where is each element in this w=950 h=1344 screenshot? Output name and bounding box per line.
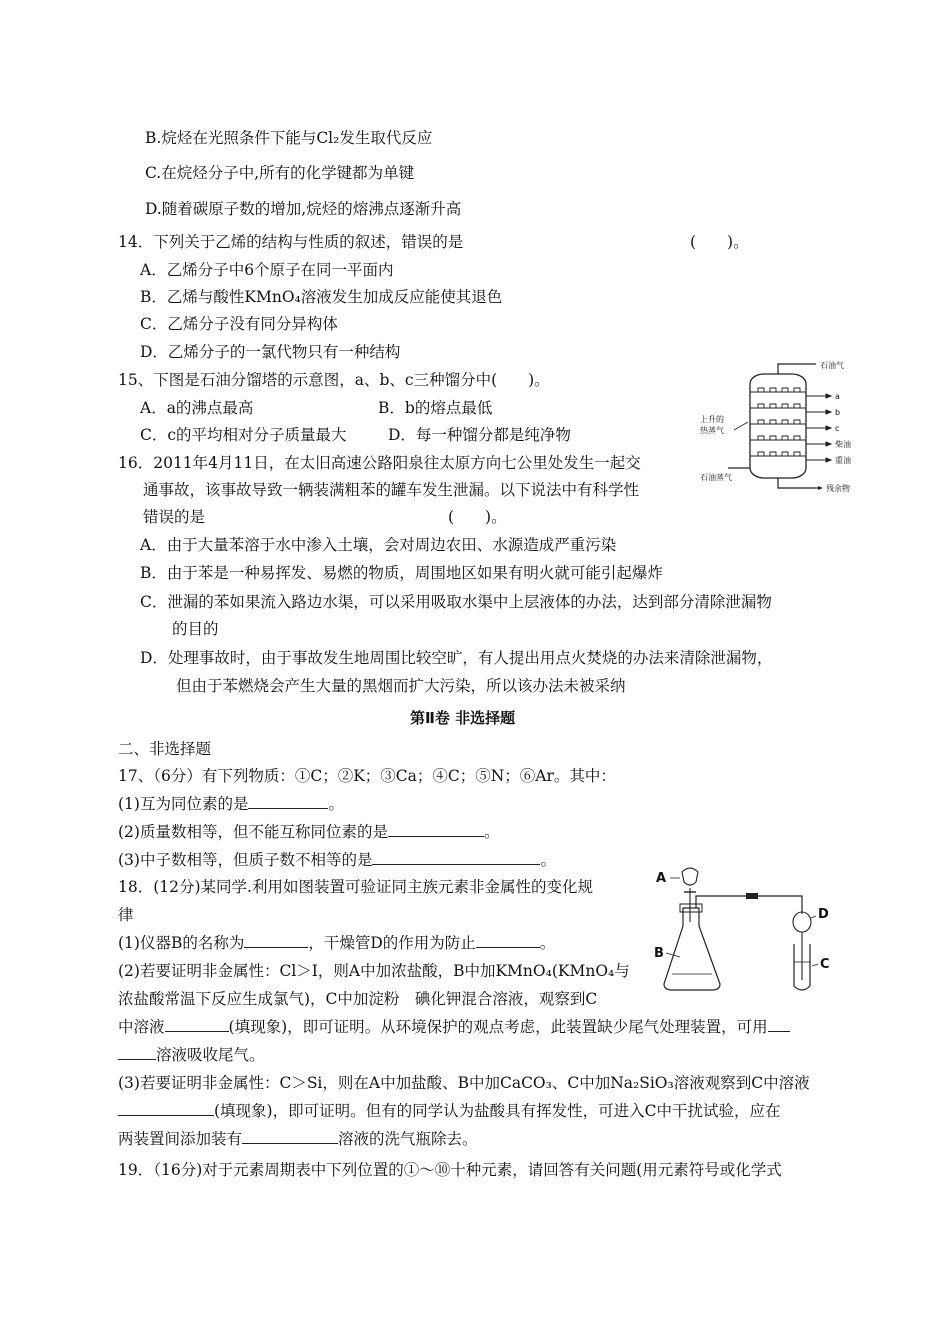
fraction-heavy-oil-label: 重油 xyxy=(835,456,851,465)
section-title: 第Ⅱ卷 非选择题 xyxy=(410,709,516,727)
q17-part-3 xyxy=(118,850,556,870)
q18-stem-line-2: 律 xyxy=(118,906,134,924)
q17-part-3-blank[interactable] xyxy=(372,850,540,865)
q18-part-1-text-b: ，干燥管D的作用为防止 xyxy=(308,934,476,952)
q16-stem-line-2: 通事故，该事故导致一辆装满粗苯的罐车发生泄漏。以下说法中有科学性 xyxy=(143,481,640,499)
q17-stem: 17、（6分）有下列物质：①C；②K；③Ca；④C；⑤N；⑥Ar。其中： xyxy=(118,767,616,785)
apparatus-diagram xyxy=(650,862,850,1000)
label-c-pointer xyxy=(812,964,818,966)
q16-option-b: B．由于苯是一种易挥发、易燃的物质，周围地区如果有明火就可能引起爆炸 xyxy=(140,564,663,582)
q17-part-2-blank[interactable] xyxy=(388,822,484,837)
bottom-outlet-pipe xyxy=(778,478,818,488)
q15-stem: 15、下图是石油分馏塔的示意图，a、b、c三种馏分中( )。 xyxy=(118,371,550,389)
q19-stem: 19．（16分)对于元素周期表中下列位置的①～⑩十种元素，请回答有关问题(用元素符号或化学式 xyxy=(118,1161,782,1179)
rising-vapor-label-2: 热蒸气 xyxy=(700,426,724,435)
q18-part-3-text-d: 溶液的洗气瓶除去。 xyxy=(338,1130,478,1148)
q18-part-2-blank-1[interactable] xyxy=(165,1017,229,1032)
q16-answer-paren: ( )。 xyxy=(448,508,507,526)
bottom-outlet-label: 残余物 xyxy=(826,484,850,493)
q16-option-d-line-2: 但由于苯燃烧会产生大量的黑烟而扩大污染，所以该办法未被采纳 xyxy=(176,677,626,695)
fraction-c-label: c xyxy=(835,424,840,433)
label-d: D xyxy=(818,907,829,922)
section-subtitle: 二、非选择题 xyxy=(118,740,212,758)
q14-option-a: A．乙烯分子中6个原子在同一平面内 xyxy=(140,261,394,279)
fraction-b-label: b xyxy=(835,408,841,417)
q18-part-2-line-4 xyxy=(118,1045,265,1065)
side-outlets xyxy=(806,394,831,462)
q16-option-c-line-1: C．泄漏的苯如果流入路边水渠，可以采用吸取水渠中上层液体的办法，达到部分清除泄漏物 xyxy=(140,593,772,611)
q15-option-d: D．每一种馏分都是纯净物 xyxy=(388,426,571,444)
q18-part-2-blank-2-cont[interactable] xyxy=(118,1045,156,1060)
label-d-pointer xyxy=(811,916,816,918)
q18-part-1-blank-1[interactable] xyxy=(244,933,308,948)
q13-option-d: D.随着碳原子数的增加,烷烃的熔沸点逐渐升高 xyxy=(145,200,462,218)
q14-answer-paren: ( )。 xyxy=(690,233,749,251)
q18-part-1 xyxy=(118,933,555,953)
q17-part-2-end: 。 xyxy=(483,823,500,841)
q17-part-1-text: (1)互为同位素的是 xyxy=(118,795,249,813)
q18-part-2-text-c: 溶液吸收尾气。 xyxy=(156,1046,265,1064)
q17-part-3-end: 。 xyxy=(540,851,556,869)
q18-part-3-text-b: (填现象)，即可证明。但有的同学认为盐酸具有挥发性，可进入C中干扰试验，应在 xyxy=(214,1102,781,1120)
q18-part-1-text-c: 。 xyxy=(539,934,556,952)
rising-vapor-pointer xyxy=(734,422,748,430)
q18-part-2-line-2: 浓盐酸常温下反应生成氯气)，C中加淀粉 碘化钾混合溶液，观察到C xyxy=(118,990,598,1008)
q16-stem-line-3: 错误的是 xyxy=(143,508,206,526)
q15-option-a: A．a的沸点最高 xyxy=(140,399,254,417)
q18-part-2-blank-2[interactable] xyxy=(768,1017,790,1032)
q18-part-2-line-1: (2)若要证明非金属性：Cl＞I，则A中加浓盐酸，B中加KMnO₄(KMnO₄与 xyxy=(118,962,630,980)
q14-option-c: C．乙烯分子没有同分异构体 xyxy=(140,315,338,333)
q18-stem-line-1: 18．(12分)某同学.利用如图装置可验证同主族元素非金属性的变化规 xyxy=(118,878,593,896)
fraction-a-label: a xyxy=(835,392,840,401)
q16-option-a: A．由于大量苯溶于水中渗入土壤，会对周边农田、水源造成严重污染 xyxy=(140,536,617,554)
inlet-label: 石油蒸气 xyxy=(700,473,732,482)
q15-option-b: B．b的熔点最低 xyxy=(378,399,493,417)
q16-stem-line-1: 16．2011年4月11日，在太旧高速公路阳泉往太原方向七公里处发生一起交 xyxy=(118,454,641,472)
q13-option-b: B.烷烃在光照条件下能与Cl₂发生取代反应 xyxy=(145,129,433,147)
tower-trays xyxy=(750,388,806,456)
fraction-diesel-label: 柴油 xyxy=(835,440,851,449)
label-a: A xyxy=(656,871,667,886)
q14-stem: 14．下列关于乙烯的结构与性质的叙述，错误的是 xyxy=(118,233,464,251)
q17-part-2 xyxy=(118,822,499,842)
q17-part-3-text: (3)中子数相等，但质子数不相等的是 xyxy=(118,851,373,869)
dropping-funnel xyxy=(682,868,698,885)
q18-part-2-text-b: (填现象)，即可证明。从环境保护的观点考虑，此装置缺少尾气处理装置，可用 xyxy=(228,1018,768,1036)
q18-part-1-text-a: (1)仪器B的名称为 xyxy=(118,934,245,952)
q18-part-2-line-3 xyxy=(118,1017,790,1037)
q17-part-1-end: 。 xyxy=(328,795,344,813)
q17-part-1 xyxy=(118,794,344,814)
q14-option-d: D．乙烯分子的一氯代物只有一种结构 xyxy=(140,343,401,361)
q17-part-2-text: (2)质量数相等，但不能互称同位素的是 xyxy=(118,823,388,841)
q18-part-3-line-3 xyxy=(118,1129,478,1149)
fractionating-tower-diagram xyxy=(698,358,898,498)
q18-part-1-blank-2[interactable] xyxy=(476,933,540,948)
q14-option-b: B．乙烯与酸性KMnO₄溶液发生加成反应能使其退色 xyxy=(140,288,503,306)
q18-part-3-line-2 xyxy=(118,1101,780,1121)
q16-option-c-line-2: 的目的 xyxy=(172,620,219,638)
bottom-outlet-arrow xyxy=(818,486,823,490)
drying-tube-bulb xyxy=(793,912,811,932)
q17-part-1-blank[interactable] xyxy=(248,794,328,809)
rubber-connector xyxy=(746,893,758,899)
label-b: B xyxy=(654,946,664,961)
top-outlet-label: 石油气 xyxy=(820,361,844,370)
q18-part-3-line-1: (3)若要证明非金属性：C＞Si，则在A中加盐酸、B中加CaCO₃、C中加Na₂SiO₃溶液观察到C中溶液 xyxy=(118,1074,810,1092)
q18-part-3-blank-1[interactable] xyxy=(118,1101,214,1116)
q18-part-3-blank-2[interactable] xyxy=(242,1129,338,1144)
q13-option-c: C.在烷烃分子中,所有的化学键都为单键 xyxy=(145,164,415,182)
rising-vapor-label-1: 上升的 xyxy=(700,415,724,424)
top-outlet-pipe xyxy=(778,364,816,374)
conical-flask xyxy=(664,908,720,990)
q15-option-c: C．c的平均相对分子质量最大 xyxy=(140,426,347,444)
label-c: C xyxy=(820,957,830,972)
q18-part-2-text-a: 中溶液 xyxy=(118,1018,165,1036)
q16-option-d-line-1: D．处理事故时，由于事故发生地周围比较空旷，有人提出用点火焚烧的办法来清除泄漏物， xyxy=(140,649,773,667)
q18-part-3-text-c: 两装置间添加装有 xyxy=(118,1130,243,1148)
